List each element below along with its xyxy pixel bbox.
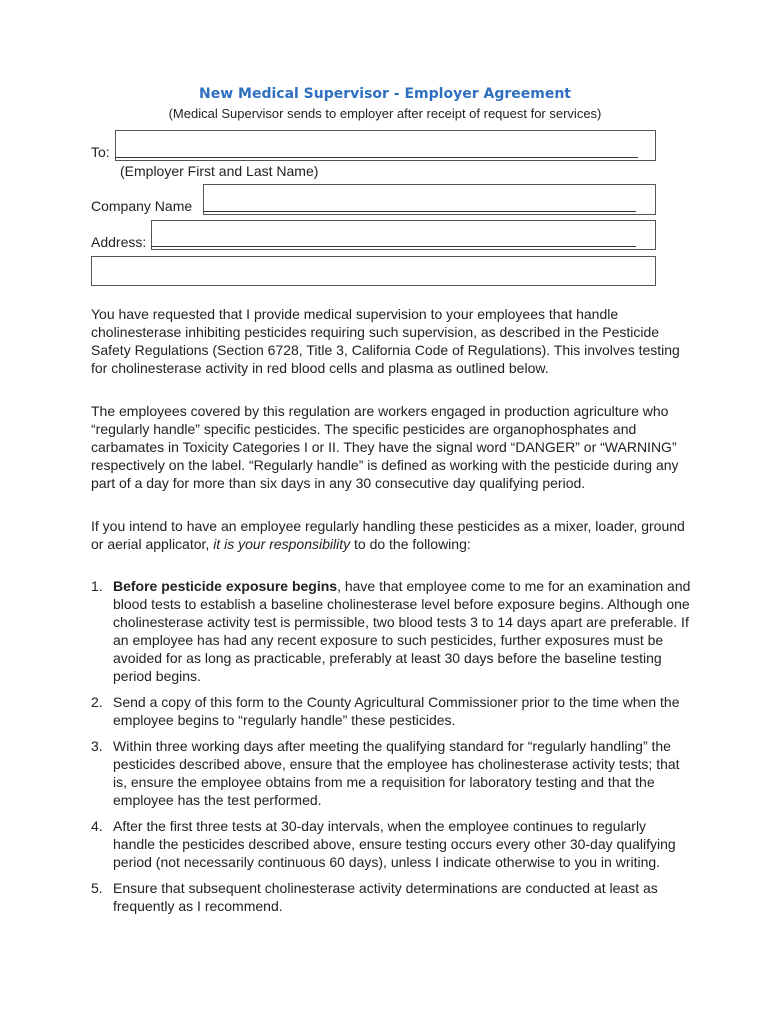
responsibility-paragraph <box>91 517 691 553</box>
page-title: New Medical Supervisor - Employer Agreement <box>199 86 571 102</box>
list-item <box>91 737 691 809</box>
list-number: 3. <box>91 738 103 754</box>
list-number: 1. <box>91 578 103 594</box>
coverage-paragraph <box>91 402 691 492</box>
to-label: To: <box>91 144 110 160</box>
list-item-3-text: Within three working days after meeting the qualifying standard for “regularly handling” the pesticides described above, ensure that the employee has cholinesterase activity tests; that is, ensure the employee obtains from me a requisition for laboratory testing and that the employee has the test performed. <box>113 738 680 808</box>
address-label: Address: <box>91 234 147 250</box>
list-item-4-text: After the first three tests at 30-day intervals, when the employee continues to regularly handle the pesticides described above, ensure testing occurs every other 30-day qualifying period (not necessarily continuous 60 days), unless I indicate otherwise to you in writing. <box>113 818 676 870</box>
list-item-5-text: Ensure that subsequent cholinesterase activity determinations are conducted at least as frequently as I recommend. <box>113 880 658 914</box>
paragraph-1: You have requested that I provide medical supervision to your employees that handle cholinesterase inhibiting pesticides requiring such supervision, as described in the Pesticide Safety Regulations (Section 6728, Title 3, California Code of Regulations). This involves testing for cholinesterase activity in red blood cells and plasma as outlined below. <box>91 306 680 376</box>
list-item-1-text: , have that employee come to me for an examination and blood tests to establish a baseline cholinesterase level before exposure begins. Although one cholinesterase activity test is permissible, two blood tests 3 to 14 days apart are preferable. If an employee has had any recent exposure to such pesticides, further exposures must be avoided for as long as practicable, preferably at least 30 days before the baseline testing period begins. <box>113 578 691 684</box>
list-number: 5. <box>91 880 103 896</box>
to-underline <box>115 157 638 158</box>
paragraph-3 <box>91 517 691 553</box>
to-hint: (Employer First and Last Name) <box>120 163 319 179</box>
intro-paragraph <box>91 305 691 377</box>
list-item-1-bold: Before pesticide exposure begins <box>113 578 338 594</box>
paragraph-2: The employees covered by this regulation are workers engaged in production agriculture who “regularly handle” specific pesticides. The specific pesticides are organophosphates and carbamates in Toxicity Categories I or II. They have the signal word “DANGER” or “WARNING” respectively on the label. “Regularly handle” is defined as working with the pesticide during any part of a day for more than six days in any 30 consecutive day qualifying period. <box>91 403 679 491</box>
list-item <box>91 817 691 871</box>
list-item-2-text: Send a copy of this form to the County Agricultural Commissioner prior to the time when the employee begins to “regularly handle” these pesticides. <box>113 694 680 728</box>
responsibility-list <box>91 577 691 923</box>
paragraph-3-start: If you intend to have an employee regularly handling these pesticides as a mixer, loader, ground or aerial applicator, <box>91 518 685 552</box>
address-underline <box>151 246 636 247</box>
company-name-label: Company Name <box>91 198 193 214</box>
list-number: 2. <box>91 694 103 710</box>
page-subtitle: (Medical Supervisor sends to employer after receipt of request for services) <box>168 106 602 121</box>
address-line2-field[interactable] <box>91 256 656 286</box>
paragraph-3-emphasis: it is your responsibility <box>213 536 351 552</box>
company-underline <box>203 211 636 212</box>
paragraph-3-end: to do the following: <box>350 536 471 552</box>
list-item <box>91 693 691 729</box>
list-number: 4. <box>91 818 103 834</box>
list-item <box>91 879 691 915</box>
list-item <box>91 577 691 685</box>
